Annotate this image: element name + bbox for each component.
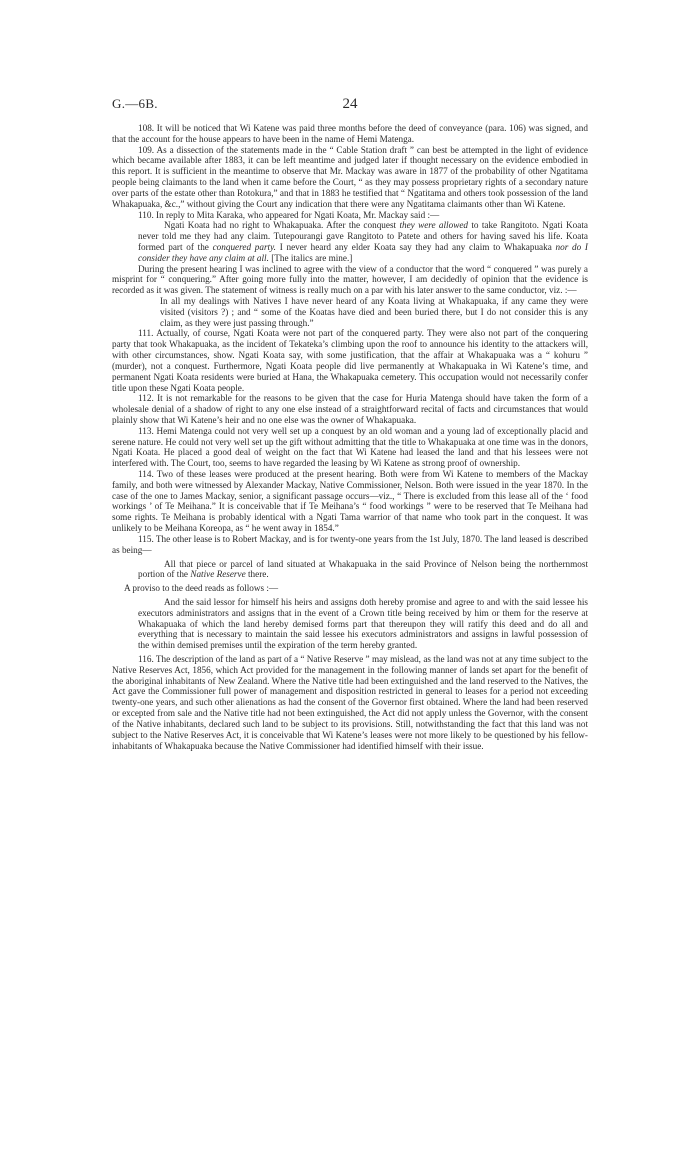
quote-dealings-with-natives: In all my dealings with Natives I have never heard of any Koata living at Whakapuaka, if any came they were visited (visitors ?) ; and “ some of the Koatas have died and been buried there, but I do not consider this is any claim, as they were just passing through.” — [160, 296, 588, 328]
quote-deed-proviso: And the said lessor for himself his heirs and assigns doth hereby promise and agree to and with the said lessee his executors administrators and assigns that in the event of a Crown title being received by him or them for the reserve at Whakapuaka of which the land hereby demised forms part that thereupon they will ratify this deed and do all and everything that is necessary to maintain the said lessee his executors administrators and assigns in lawful possession of the within demised premises until the expiration of the term hereby granted. — [138, 596, 588, 651]
paragraph-112: 112. It is not remarkable for the reasons to be given that the case for Huria Matenga should have taken the form of a wholesale denial of a shadow of right to any one else instead of a straightforward recital of facts and circumstances that would plainly show that Wi Katene’s heir and no one else was the owner of Whakapuaka. — [112, 393, 588, 425]
paragraph-115: 115. The other lease is to Robert Mackay, and is for twenty-one years from the 1st July, 1870. The land leased is described as being— — [112, 533, 588, 555]
quote-text: there. — [245, 569, 269, 580]
paragraph-115-proviso-intro: A proviso to the deed reads as follows :— — [124, 583, 279, 594]
italic-text: nor do I consider they have any claim at all. — [138, 241, 588, 263]
paragraph-116: 116. The description of the land as part of a “ Native Reserve ” may mislead, as the land was not at any time subject to the Native Reserves Act, 1856, which Act provided for the management in the following manner of lands set apart for the benefit of the aboriginal inhabitants of New Zealand. Where the Native title had been extinguished and the land reserved to the Natives, the Act gave the Commissioner full power of management and disposition restricted in general to leases for a period not exceeding twenty-one years, and such other alienations as had the consent of the Governor first obtained. Where the land had been reserved or excepted from sale and the Native title had not been extinguished, the Act did not apply unless the Governor, with the consent of the Native inhabitants, declared such land to be subject to its provisions. Still, notwithstanding the fact that this land was not subject to the Native Reserves Act, it is conceivable that Wi Katene’s leases were not more likely to be questioned by his fellow-inhabitants of Whakapuaka because the Native Commissioner had identified himself with their issue. — [112, 654, 588, 751]
italic-text: they were allowed — [399, 220, 469, 231]
italic-text: conquered party. — [212, 241, 276, 252]
paragraph-113: 113. Hemi Matenga could not very well set up a conquest by an old woman and a young lad of exceptionally placid and serene nature. He could not very well set up the gift without admitting that the title to Whakapuaka at one time was in the donors, Ngati Koata. He placed a good deal of weight on the fact that Wi Katene had leased the land and that his lessees were not interfered with. The Court, too, seems to have regarded the leasing by Wi Katene as strong proof of ownership. — [112, 425, 588, 469]
italic-text: Native Reserve — [190, 569, 246, 580]
paragraph-109: 109. As a dissection of the statements made in the “ Cable Station draft ” can best be attempted in the light of evidence which became available after 1883, it can be left meantime and judged later if thought necessary on the evidence embodied in this report. It is sufficient in the meantime to observe that Mr. Mackay was aware in 1877 of the probability of other Ngatitama people being claimants to the land when it came before the Court, “ as they may possess proprietary rights of a secondary nature over parts of the estate other than Rotokura,” and that in 1883 he testified that “ Ngatitama and others took possession of the land Whakapuaka, &c.,” without giving the Court any indication that there were any Ngatitama claimants other than Wi Katene. — [112, 144, 588, 209]
quote-mackay-evidence — [112, 220, 588, 263]
quote-text: [The italics are mine.] — [268, 252, 353, 263]
quote-text: to take Rangitoto. Ngati Koata never told me they had any claim. Tutepourangi gave Rangitoto to Patete and others for having saved his life. Koata formed part of the — [138, 220, 588, 252]
document-body — [112, 123, 588, 751]
quote-text: I never heard any elder Koata say they had any claim to Whakapuaka — [275, 241, 556, 252]
document-reference: G.—6B. — [112, 96, 158, 111]
quote-text: All that piece or parcel of land situated at Whakapuaka in the said Province of Nelson being the northernmost portion of the — [138, 558, 588, 580]
paragraph-110: 110. In reply to Mita Karaka, who appeared for Ngati Koata, Mr. Mackay said :— — [138, 209, 440, 220]
quote-text: Ngati Koata had no right to Whakapuaka. After the conquest — [164, 220, 400, 231]
paragraph-108: 108. It will be noticed that Wi Katene was paid three months before the deed of conveyance (para. 106) was signed, and that the account for the house appears to have been in the name of Hemi Matenga. — [112, 123, 588, 144]
page-header — [112, 96, 588, 116]
paragraph-111: 111. Actually, of course, Ngati Koata were not part of the conquered party. They were also not part of the conquering party that took Whakapuaka, as the incident of Tekateka’s climbing upon the roof to announce his identity to the attackers will, with other circumstances, show. Ngati Koata say, with some justification, that the affair at Whakapuaka was a “ kohuru ” (murder), not a conquest. Furthermore, Ngati Koata people did live permanently at Whakapuaka in Wi Katene’s time, and permanent Ngati Koata residents were buried at Hana, the Whakapuaka cemetery. This occupation would not necessarily confer title upon these Ngati Koata people. — [112, 328, 588, 393]
paragraph-114: 114. Two of these leases were produced at the present hearing. Both were from Wi Katene to members of the Mackay family, and both were witnessed by Alexander Mackay, Native Commissioner, Nelson. Both were issued in the year 1870. In the case of the one to James Mackay, senior, a significant passage occurs—viz., “ There is excluded from this lease all of the ‘ food workings ’ of Te Meihana.” It is conceivable that if Te Meihana’s “ food workings ” were to be reserved that Te Meihana had some rights. Te Meihana is probably identical with a Ngati Tama warrior of that name who took part in the conquest. It was unlikely to be Meihana Koreopa, as “ he went away in 1854.” — [112, 469, 588, 534]
quote-land-description — [112, 559, 588, 581]
page-number: 24 — [342, 96, 358, 112]
paragraph-110-continued: During the present hearing I was inclined to agree with the view of a conductor that the word “ conquered ” was purely a misprint for “ conquering.” After going more fully into the matter, however, I am decidedly of opinion that the evidence is recorded as it was given. The statement of witness is really much on a par with his later answer to the same conductor, viz. :— — [112, 263, 588, 296]
